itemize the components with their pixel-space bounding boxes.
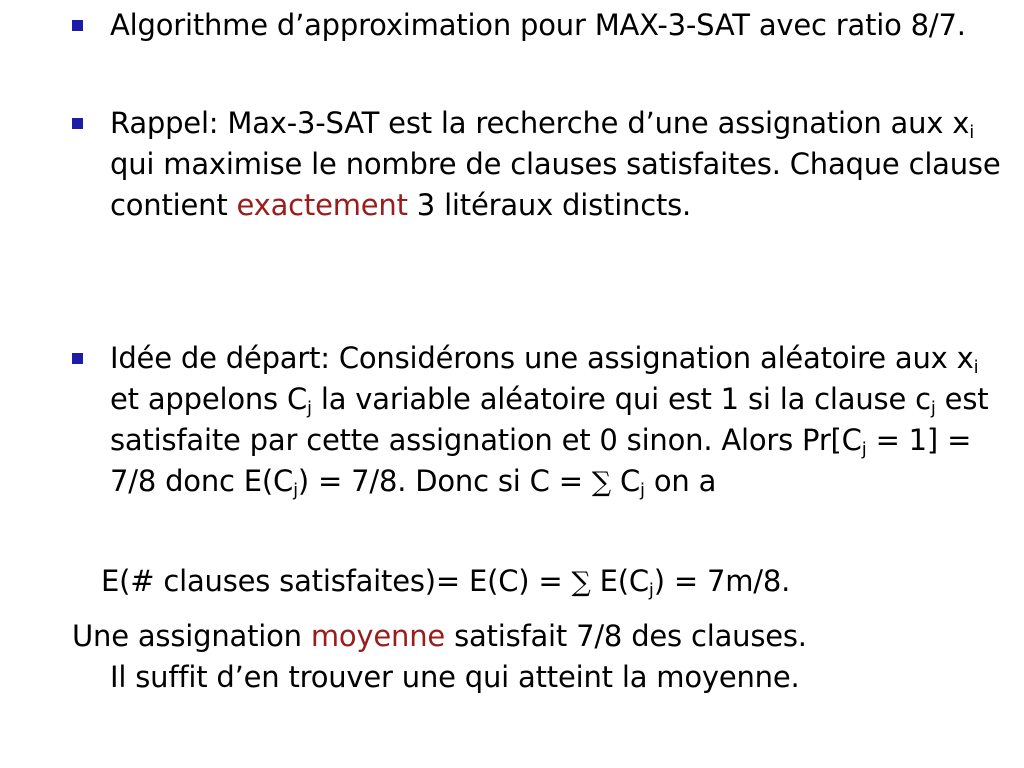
text-run: 3 litéraux distincts. xyxy=(407,188,692,222)
text-run: Il suffit d’en trouver une qui atteint la moyenne. xyxy=(110,660,800,694)
text-run: Rappel: Max-3-SAT est la recherche d’une assignation aux x xyxy=(110,106,970,140)
bullet-text xyxy=(110,103,1002,226)
text-run: la variable aléatoire qui est 1 si la clause c xyxy=(311,382,931,416)
subscript: j xyxy=(293,480,298,501)
emphasis-text: exactement xyxy=(236,188,408,222)
subscript: j xyxy=(307,398,312,419)
subscript: i xyxy=(969,122,975,143)
square-bullet-icon xyxy=(72,118,83,129)
text-run: E(# clauses satisfaites)= E(C) = xyxy=(101,564,572,598)
text-run: et appelons C xyxy=(110,382,308,416)
text-run: E(C xyxy=(590,564,649,598)
text-run: satisfait 7/8 des clauses. xyxy=(445,619,807,653)
expectation-formula xyxy=(101,561,790,603)
emphasis-text: moyenne xyxy=(310,619,446,653)
subscript: i xyxy=(973,357,979,378)
text-run: Une assignation xyxy=(72,619,311,653)
square-bullet-icon xyxy=(72,20,83,31)
bullet-item-starting-idea xyxy=(72,338,1002,503)
text-run: C xyxy=(610,464,640,498)
bullet-text xyxy=(110,5,1002,46)
text-run: ) = 7/8. Donc si C = xyxy=(297,464,592,498)
subscript: j xyxy=(640,480,645,501)
text-run: Algorithme d’approximation pour MAX-3-SAT avec ratio 8/7. xyxy=(110,8,966,42)
text-run: = 1] = 7/8 donc E(C xyxy=(110,423,972,498)
square-bullet-icon xyxy=(72,353,83,364)
text-run: on a xyxy=(644,464,717,498)
sigma-symbol: ∑ xyxy=(591,467,611,498)
subscript: j xyxy=(648,580,654,601)
sigma-symbol: ∑ xyxy=(571,567,591,598)
bullet-item-reminder xyxy=(72,103,1002,226)
text-run: est satisfaite par cette assignation et 0 sinon. Alors Pr[C xyxy=(110,382,989,457)
text-run: qui maximise le nombre de clauses satisfaites. Chaque clause contient xyxy=(110,147,1001,222)
text-run: Idée de départ: Considérons une assignation aléatoire aux x xyxy=(110,341,974,375)
bullet-text xyxy=(110,338,1002,503)
conclusion-line-2 xyxy=(110,657,800,698)
subscript: j xyxy=(861,439,867,460)
conclusion-line-1 xyxy=(72,616,807,657)
text-run: ) = 7m/8. xyxy=(653,564,791,598)
subscript: j xyxy=(930,398,936,419)
bullet-item-approx-algorithm xyxy=(72,5,1002,46)
